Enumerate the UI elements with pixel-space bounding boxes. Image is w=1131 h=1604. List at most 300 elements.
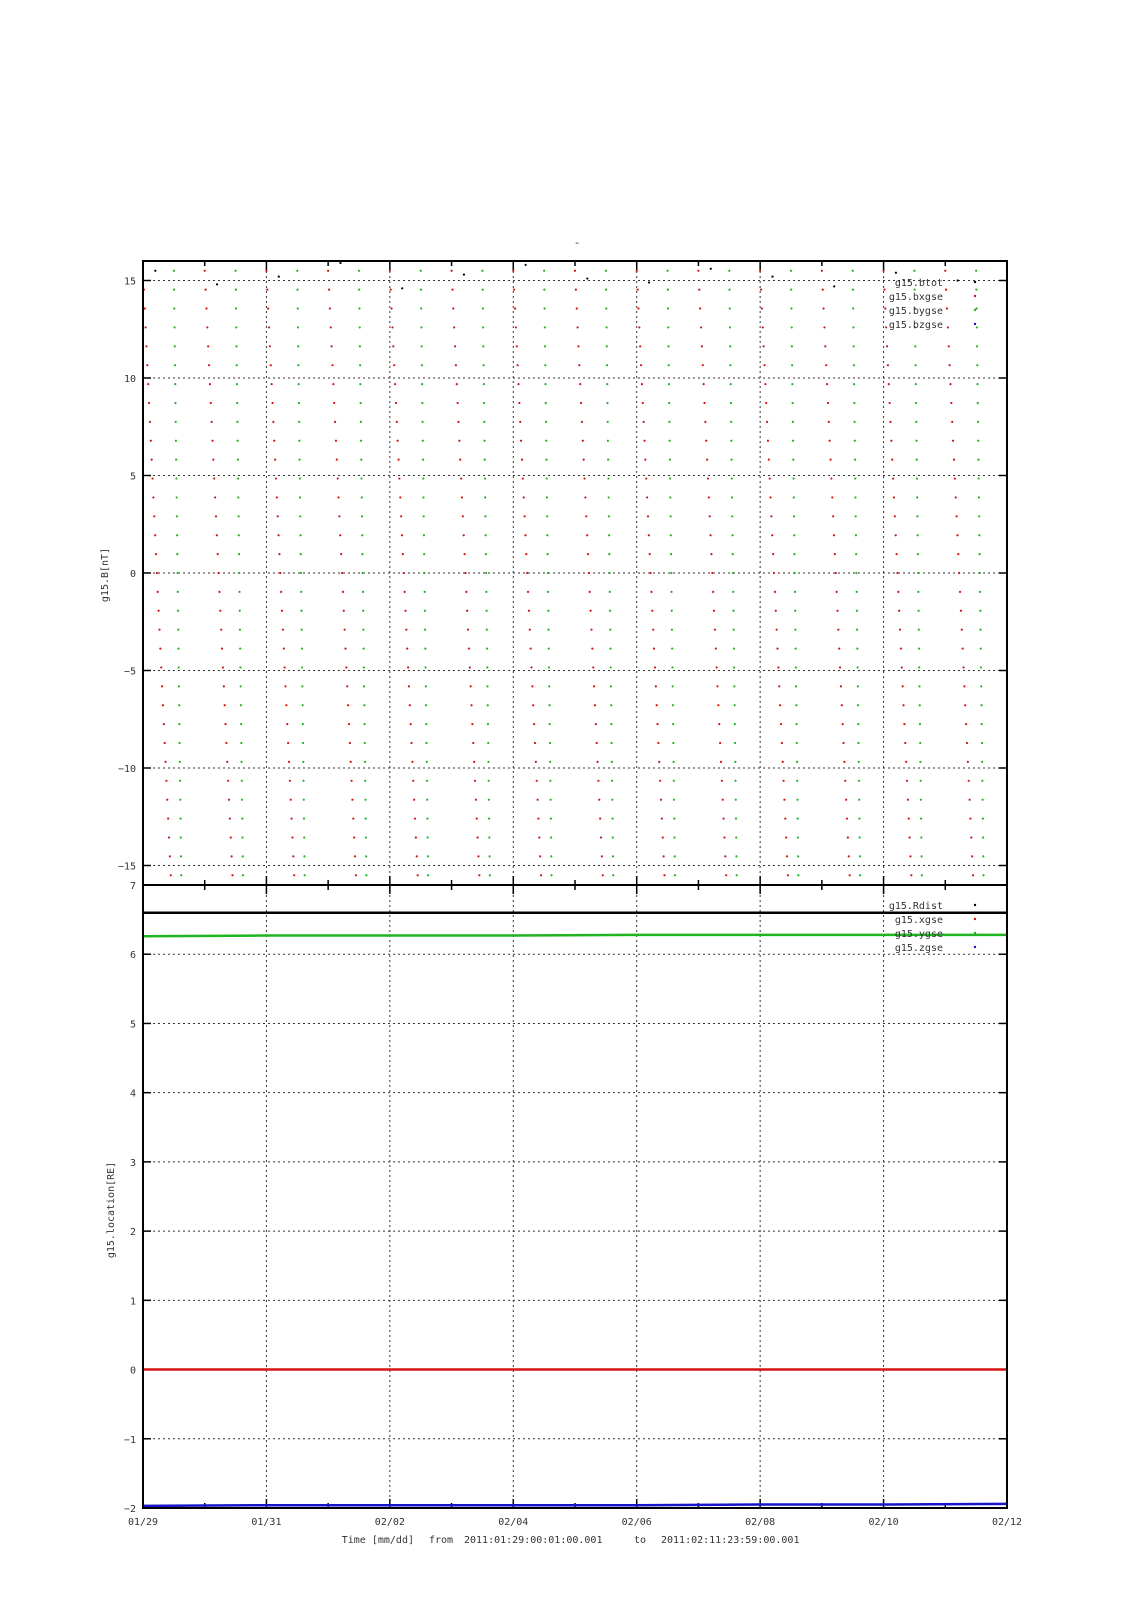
- bygse-point: [422, 496, 424, 498]
- bygse-point: [426, 799, 428, 801]
- bxgse-point: [822, 307, 824, 309]
- bygse-point: [238, 534, 240, 536]
- bxgse-point: [330, 326, 332, 328]
- bxgse-point: [278, 553, 280, 555]
- bxgse-point: [823, 326, 825, 328]
- bxgse-point: [209, 383, 211, 385]
- bxgse-point: [348, 723, 350, 725]
- bxgse-point: [909, 836, 911, 838]
- bygse-point: [608, 496, 610, 498]
- bygse-point: [239, 629, 241, 631]
- bxgse-point: [577, 345, 579, 347]
- bygse-point: [669, 440, 671, 442]
- bxgse-point: [655, 685, 657, 687]
- legend-label-ygse: g15.ygse: [894, 929, 943, 940]
- bxgse-point: [339, 534, 341, 536]
- bxgse-point: [640, 364, 642, 366]
- bygse-point: [914, 345, 916, 347]
- bygse-point: [734, 780, 736, 782]
- bxgse-point: [281, 610, 283, 612]
- bxgse-point: [656, 723, 658, 725]
- bxgse-point: [639, 345, 641, 347]
- bxgse-point: [154, 534, 156, 536]
- bxgse-point: [704, 421, 706, 423]
- bxgse-point: [452, 307, 454, 309]
- bxgse-point: [771, 534, 773, 536]
- bxgse-point: [909, 855, 911, 857]
- bxgse-point: [968, 799, 970, 801]
- bxgse-point: [515, 326, 517, 328]
- bxgse-point: [413, 799, 415, 801]
- bygse-point: [486, 666, 488, 668]
- bygse-point: [420, 307, 422, 309]
- bygse-point: [859, 836, 861, 838]
- bxgse-point: [649, 553, 651, 555]
- bygse-point: [920, 780, 922, 782]
- bxgse-point: [901, 666, 903, 668]
- bxgse-point: [882, 270, 884, 272]
- bygse-point: [358, 289, 360, 291]
- bygse-point: [424, 610, 426, 612]
- bxgse-point: [211, 440, 213, 442]
- bygse-point: [239, 666, 241, 668]
- bygse-point: [916, 496, 918, 498]
- start-time: 2011:01:29:00:01:00.001: [464, 1535, 603, 1546]
- bygse-point: [855, 515, 857, 517]
- bxgse-point: [765, 402, 767, 404]
- bygse-point: [236, 383, 238, 385]
- bygse-point: [857, 742, 859, 744]
- bygse-point: [178, 704, 180, 706]
- bxgse-point: [951, 421, 953, 423]
- bygse-point: [730, 421, 732, 423]
- bygse-point: [176, 534, 178, 536]
- bygse-point: [981, 780, 983, 782]
- bygse-point: [424, 647, 426, 649]
- bygse-point: [237, 477, 239, 479]
- bxgse-point: [662, 836, 664, 838]
- bygse-point: [482, 326, 484, 328]
- bygse-point: [978, 477, 980, 479]
- legend-label-bzgse: g15.bzgse: [888, 320, 943, 331]
- legend-symbol-btot: [974, 281, 976, 283]
- bygse-point: [734, 761, 736, 763]
- bygse-point: [921, 855, 923, 857]
- bygse-point: [303, 799, 305, 801]
- bygse-point: [728, 270, 730, 272]
- bxgse-point: [952, 440, 954, 442]
- bygse-point: [790, 289, 792, 291]
- bxgse-point: [228, 799, 230, 801]
- bygse-point: [980, 647, 982, 649]
- bygse-point: [610, 723, 612, 725]
- bygse-point: [920, 799, 922, 801]
- bygse-point: [296, 289, 298, 291]
- bygse-point: [976, 326, 978, 328]
- bygse-point: [483, 402, 485, 404]
- bxgse-point: [575, 289, 577, 291]
- bxgse-point: [586, 534, 588, 536]
- bygse-point: [797, 817, 799, 819]
- bxgse-point: [827, 402, 829, 404]
- bxgse-point: [523, 496, 525, 498]
- bxgse-point: [904, 742, 906, 744]
- bxgse-point: [838, 647, 840, 649]
- bygse-point: [549, 761, 551, 763]
- bygse-point: [919, 761, 921, 763]
- bygse-point: [732, 572, 734, 574]
- bygse-point: [979, 610, 981, 612]
- bxgse-point: [776, 629, 778, 631]
- bygse-point: [854, 496, 856, 498]
- bxgse-point: [402, 553, 404, 555]
- bxgse-point: [158, 629, 160, 631]
- bxgse-point: [218, 591, 220, 593]
- bygse-point: [241, 836, 243, 838]
- bxgse-point: [524, 534, 526, 536]
- bxgse-point: [972, 874, 974, 876]
- bygse-point: [611, 799, 613, 801]
- bygse-point: [795, 666, 797, 668]
- bxgse-point: [474, 780, 476, 782]
- bygse-point: [237, 515, 239, 517]
- x-tick-label: 02/12: [991, 1517, 1023, 1528]
- bxgse-point: [648, 534, 650, 536]
- bygse-point: [301, 666, 303, 668]
- bygse-point: [666, 270, 668, 272]
- bxgse-point: [354, 855, 356, 857]
- bxgse-point: [887, 364, 889, 366]
- bygse-point: [731, 496, 733, 498]
- bygse-point: [422, 440, 424, 442]
- bxgse-point: [396, 421, 398, 423]
- bygse-point: [605, 270, 607, 272]
- bxgse-point: [343, 610, 345, 612]
- bxgse-point: [890, 440, 892, 442]
- bxgse-point: [590, 629, 592, 631]
- bxgse-point: [523, 515, 525, 517]
- bygse-point: [733, 666, 735, 668]
- bygse-point: [240, 723, 242, 725]
- bygse-point: [859, 855, 861, 857]
- bxgse-point: [466, 610, 468, 612]
- magnetic-field-panel: [100, 261, 1008, 885]
- bygse-point: [300, 610, 302, 612]
- bygse-point: [363, 647, 365, 649]
- bygse-point: [483, 440, 485, 442]
- bygse-point: [421, 402, 423, 404]
- x-tick-label: 02/08: [745, 1517, 776, 1528]
- bygse-point: [611, 761, 613, 763]
- bygse-point: [854, 477, 856, 479]
- bxgse-point: [282, 629, 284, 631]
- bygse-point: [488, 799, 490, 801]
- bygse-point: [298, 402, 300, 404]
- bxgse-point: [722, 817, 724, 819]
- bxgse-point: [826, 383, 828, 385]
- y-tick-label: −10: [117, 764, 136, 775]
- bygse-point: [298, 421, 300, 423]
- bxgse-point: [663, 874, 665, 876]
- bygse-point: [734, 742, 736, 744]
- bxgse-point: [947, 326, 949, 328]
- bxgse-point: [598, 799, 600, 801]
- bxgse-point: [349, 742, 351, 744]
- bxgse-point: [964, 704, 966, 706]
- bxgse-point: [825, 364, 827, 366]
- bygse-point: [796, 799, 798, 801]
- btot-point: [648, 281, 650, 283]
- bxgse-point: [961, 629, 963, 631]
- bygse-point: [547, 572, 549, 574]
- bxgse-point: [828, 421, 830, 423]
- bxgse-point: [707, 477, 709, 479]
- bygse-point: [304, 874, 306, 876]
- bygse-point: [856, 647, 858, 649]
- bygse-point: [547, 553, 549, 555]
- bxgse-point: [454, 345, 456, 347]
- bygse-point: [794, 610, 796, 612]
- bxgse-point: [206, 326, 208, 328]
- bxgse-point: [714, 629, 716, 631]
- bygse-point: [792, 402, 794, 404]
- plot-area: [142, 262, 1008, 877]
- bygse-point: [735, 836, 737, 838]
- bygse-point: [731, 459, 733, 461]
- bxgse-point: [470, 685, 472, 687]
- bxgse-point: [527, 591, 529, 593]
- bxgse-point: [895, 553, 897, 555]
- bygse-point: [422, 459, 424, 461]
- bxgse-point: [227, 780, 229, 782]
- bygse-point: [362, 572, 364, 574]
- bxgse-point: [781, 742, 783, 744]
- bygse-point: [239, 647, 241, 649]
- bxgse-point: [288, 761, 290, 763]
- bygse-point: [421, 364, 423, 366]
- bygse-point: [365, 855, 367, 857]
- bxgse-point: [329, 307, 331, 309]
- bxgse-point: [588, 572, 590, 574]
- bxgse-point: [224, 704, 226, 706]
- bygse-point: [612, 855, 614, 857]
- bxgse-point: [593, 685, 595, 687]
- bygse-point: [484, 477, 486, 479]
- bygse-point: [177, 629, 179, 631]
- bygse-point: [856, 610, 858, 612]
- bxgse-point: [577, 326, 579, 328]
- bxgse-point: [521, 459, 523, 461]
- bygse-point: [976, 364, 978, 366]
- bxgse-point: [700, 326, 702, 328]
- bxgse-point: [149, 421, 151, 423]
- bygse-point: [365, 817, 367, 819]
- y-tick-label: 15: [123, 276, 136, 288]
- bygse-point: [795, 704, 797, 706]
- bygse-point: [608, 515, 610, 517]
- bygse-point: [489, 855, 491, 857]
- bxgse-point: [158, 610, 160, 612]
- bxgse-point: [463, 534, 465, 536]
- bygse-point: [550, 874, 552, 876]
- bygse-point: [489, 874, 491, 876]
- bxgse-point: [458, 440, 460, 442]
- bxgse-point: [705, 440, 707, 442]
- time-axis: [128, 1517, 1022, 1528]
- bxgse-point: [833, 534, 835, 536]
- bxgse-point: [355, 874, 357, 876]
- bygse-point: [979, 591, 981, 593]
- bxgse-point: [224, 723, 226, 725]
- bygse-point: [423, 553, 425, 555]
- bygse-point: [179, 799, 181, 801]
- bxgse-point: [266, 289, 268, 291]
- bxgse-point: [346, 685, 348, 687]
- bxgse-point: [574, 270, 576, 272]
- bxgse-point: [710, 553, 712, 555]
- bxgse-point: [581, 421, 583, 423]
- bygse-point: [548, 685, 550, 687]
- bxgse-point: [223, 685, 225, 687]
- bxgse-point: [576, 307, 578, 309]
- bxgse-point: [701, 345, 703, 347]
- bygse-point: [302, 742, 304, 744]
- bygse-point: [856, 666, 858, 668]
- bygse-point: [550, 817, 552, 819]
- bxgse-point: [516, 345, 518, 347]
- bxgse-point: [960, 610, 962, 612]
- bxgse-point: [337, 496, 339, 498]
- bygse-point: [240, 742, 242, 744]
- bygse-point: [176, 572, 178, 574]
- bygse-point: [730, 402, 732, 404]
- bygse-point: [667, 326, 669, 328]
- bxgse-point: [763, 345, 765, 347]
- bxgse-point: [231, 874, 233, 876]
- chart-title-mark: -: [573, 236, 581, 249]
- bygse-point: [546, 477, 548, 479]
- bxgse-point: [717, 704, 719, 706]
- bygse-point: [177, 610, 179, 612]
- bxgse-point: [153, 515, 155, 517]
- bygse-point: [237, 440, 239, 442]
- bxgse-point: [955, 515, 957, 517]
- bygse-point: [855, 572, 857, 574]
- bxgse-point: [207, 345, 209, 347]
- bxgse-point: [709, 515, 711, 517]
- bxgse-point: [636, 270, 638, 272]
- bygse-point: [486, 629, 488, 631]
- bygse-point: [793, 553, 795, 555]
- bxgse-point: [783, 799, 785, 801]
- bygse-point: [791, 383, 793, 385]
- bygse-point: [672, 704, 674, 706]
- panel2-ylabel: g15.location[RE]: [106, 1161, 117, 1259]
- bygse-point: [669, 459, 671, 461]
- bygse-point: [854, 440, 856, 442]
- bxgse-point: [651, 610, 653, 612]
- bygse-point: [238, 553, 240, 555]
- bxgse-point: [528, 610, 530, 612]
- bygse-point: [303, 817, 305, 819]
- bxgse-point: [412, 780, 414, 782]
- bxgse-point: [836, 610, 838, 612]
- bxgse-point: [646, 496, 648, 498]
- bygse-point: [297, 326, 299, 328]
- bygse-point: [427, 836, 429, 838]
- bygse-point: [362, 610, 364, 612]
- bxgse-point: [885, 326, 887, 328]
- bxgse-point: [847, 836, 849, 838]
- bxgse-point: [787, 874, 789, 876]
- bygse-point: [299, 496, 301, 498]
- bxgse-point: [217, 553, 219, 555]
- bxgse-point: [830, 477, 832, 479]
- bxgse-point: [390, 289, 392, 291]
- bygse-point: [793, 534, 795, 536]
- bygse-point: [482, 307, 484, 309]
- bygse-point: [915, 402, 917, 404]
- bygse-point: [606, 402, 608, 404]
- bygse-point: [610, 666, 612, 668]
- bxgse-point: [220, 629, 222, 631]
- bxgse-point: [392, 345, 394, 347]
- bxgse-point: [513, 289, 515, 291]
- bxgse-point: [540, 874, 542, 876]
- bxgse-point: [537, 817, 539, 819]
- bygse-point: [975, 289, 977, 291]
- bygse-point: [173, 307, 175, 309]
- bygse-point: [174, 402, 176, 404]
- bxgse-point: [270, 364, 272, 366]
- bygse-point: [177, 591, 179, 593]
- bxgse-point: [453, 326, 455, 328]
- bxgse-point: [289, 780, 291, 782]
- bygse-point: [178, 666, 180, 668]
- bxgse-point: [345, 666, 347, 668]
- bygse-point: [547, 591, 549, 593]
- bygse-point: [732, 591, 734, 593]
- bxgse-point: [966, 742, 968, 744]
- bygse-point: [792, 459, 794, 461]
- bxgse-point: [902, 704, 904, 706]
- bxgse-point: [277, 515, 279, 517]
- bygse-point: [857, 704, 859, 706]
- bygse-point: [607, 477, 609, 479]
- y-tick-label: 5: [129, 471, 136, 483]
- bygse-point: [173, 270, 175, 272]
- bygse-point: [791, 326, 793, 328]
- bygse-point: [982, 874, 984, 876]
- bygse-point: [858, 817, 860, 819]
- ygse-line: [143, 935, 1007, 936]
- bygse-point: [175, 440, 177, 442]
- bygse-point: [544, 307, 546, 309]
- bxgse-point: [336, 459, 338, 461]
- btot-point: [339, 262, 341, 264]
- bxgse-point: [350, 761, 352, 763]
- bygse-point: [242, 874, 244, 876]
- bygse-point: [359, 364, 361, 366]
- bxgse-point: [647, 515, 649, 517]
- bxgse-point: [148, 402, 150, 404]
- bygse-point: [297, 364, 299, 366]
- bxgse-point: [231, 855, 233, 857]
- bxgse-point: [517, 364, 519, 366]
- bxgse-point: [584, 496, 586, 498]
- bxgse-point: [476, 817, 478, 819]
- bxgse-point: [848, 855, 850, 857]
